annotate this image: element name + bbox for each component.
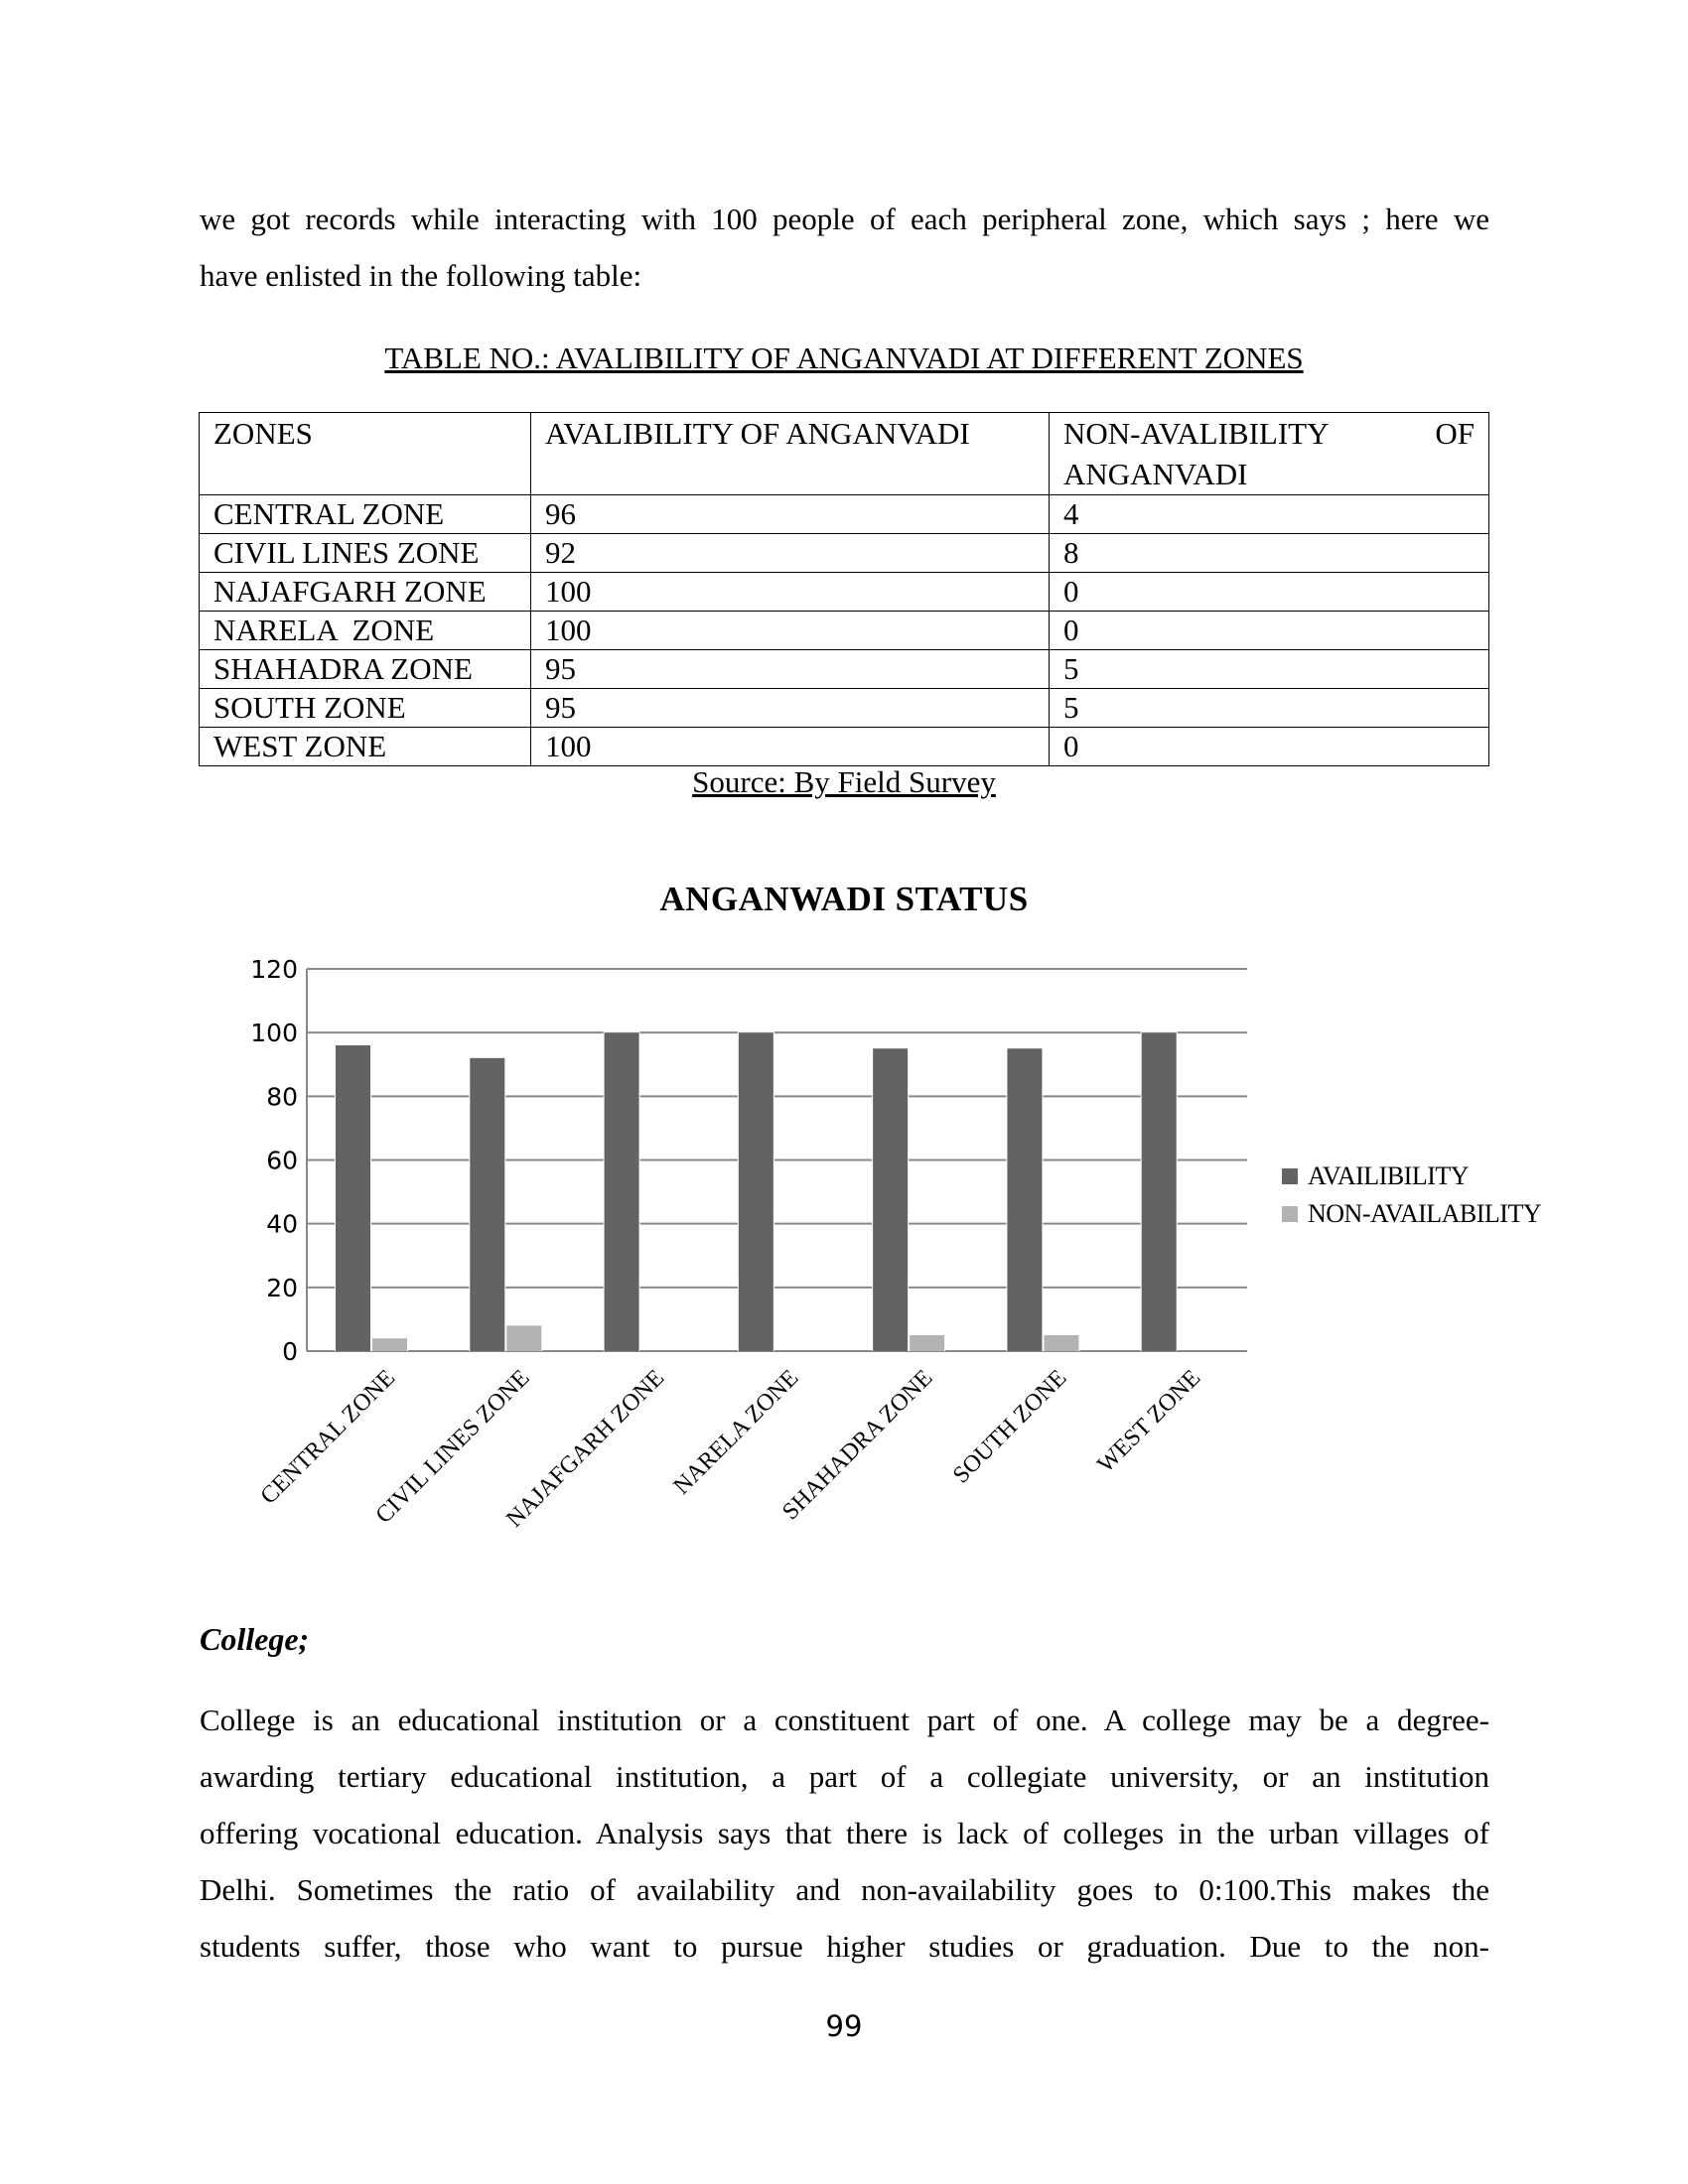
x-tick-label: NARELA ZONE (668, 1365, 803, 1500)
paragraph-line-2: awarding tertiary educational institution, a part of a collegiate university, or an institution (200, 1759, 1489, 1794)
x-tick-label: SHAHADRA ZONE (776, 1365, 938, 1526)
cell-availability: 95 (531, 650, 1050, 689)
table-source: Source: By Field Survey (692, 764, 996, 799)
bar-availability (873, 1048, 908, 1351)
paragraph-line-4: Delhi. Sometimes the ratio of availability and non-availability goes to 0:100.This makes the (200, 1872, 1489, 1907)
x-tick-label: NAJAFGARH ZONE (500, 1365, 669, 1533)
cell-availability: 92 (531, 534, 1050, 573)
cell-non-availability: 4 (1050, 495, 1489, 534)
cell-zone: CIVIL LINES ZONE (200, 534, 531, 573)
legend-item-non-availability (1282, 1199, 1541, 1229)
header-non-availability-part1: NON-AVALIBILITY (1063, 416, 1330, 451)
y-tick-label: 100 (250, 1019, 298, 1048)
bar-availability (1007, 1048, 1042, 1351)
x-tick-label: CIVIL LINES ZONE (370, 1365, 535, 1529)
x-tick-label: WEST ZONE (1092, 1365, 1206, 1478)
paragraph-line-5: students suffer, those who want to pursue higher studies or graduation. Due to the non- (200, 1929, 1489, 1964)
header-non-availability-part3: ANGANVADI (1063, 457, 1248, 491)
cell-non-availability: 0 (1050, 573, 1489, 612)
cell-availability: 100 (531, 573, 1050, 612)
legend-swatch-dark-icon (1282, 1168, 1298, 1184)
y-tick-label: 20 (266, 1273, 298, 1302)
table-caption: TABLE NO.: AVALIBILITY OF ANGANVADI AT DIFFERENT ZONES (384, 341, 1304, 375)
header-availability: AVALIBILITY OF ANGANVADI (531, 413, 1050, 495)
bar-non-availability (372, 1338, 407, 1351)
y-tick-label: 120 (250, 955, 298, 984)
header-zones: ZONES (200, 413, 531, 495)
chart-y-axis-ticks (250, 955, 298, 1366)
cell-zone: SOUTH ZONE (200, 689, 531, 728)
intro-line-1: we got records while interacting with 100 people of each peripheral zone, which says ; here we (200, 202, 1489, 236)
x-tick-label: SOUTH ZONE (948, 1365, 1072, 1489)
cell-non-availability: 0 (1050, 728, 1489, 766)
cell-zone: NARELA ZONE (200, 612, 531, 650)
paragraph-line-1: College is an educational institution or a constituent part of one. A college may be a degree- (200, 1703, 1489, 1737)
legend-swatch-light-icon (1282, 1206, 1298, 1222)
y-tick-label: 40 (266, 1209, 298, 1239)
x-tick-label: CENTRAL ZONE (255, 1365, 401, 1510)
legend-label: NON-AVAILABILITY (1308, 1199, 1542, 1228)
page-number: 99 (825, 2009, 863, 2043)
cell-zone: CENTRAL ZONE (200, 495, 531, 534)
cell-availability: 100 (531, 728, 1050, 766)
bar-availability (739, 1032, 774, 1351)
cell-non-availability: 5 (1050, 650, 1489, 689)
cell-zone: WEST ZONE (200, 728, 531, 766)
chart-gridlines (307, 969, 1247, 1351)
cell-availability: 100 (531, 612, 1050, 650)
y-tick-label: 0 (282, 1337, 298, 1366)
cell-availability: 96 (531, 495, 1050, 534)
bar-non-availability (910, 1335, 944, 1351)
y-tick-label: 80 (266, 1082, 298, 1112)
bar-availability (336, 1045, 370, 1351)
chart-bars (335, 1031, 1178, 1351)
bar-availability (605, 1032, 639, 1351)
cell-zone: NAJAFGARH ZONE (200, 573, 531, 612)
bar-non-availability (1044, 1335, 1078, 1351)
cell-non-availability: 8 (1050, 534, 1489, 573)
legend-label: AVAILIBILITY (1308, 1161, 1470, 1190)
section-heading: College; (200, 1621, 310, 1657)
intro-line-2: have enlisted in the following table: (200, 258, 642, 293)
y-tick-label: 60 (266, 1146, 298, 1175)
header-non-availability-part2: OF (1435, 416, 1475, 451)
cell-non-availability: 5 (1050, 689, 1489, 728)
bar-availability (1142, 1032, 1177, 1351)
cell-availability: 95 (531, 689, 1050, 728)
cell-zone: SHAHADRA ZONE (200, 650, 531, 689)
chart-title: ANGANWADI STATUS (659, 880, 1029, 918)
legend-item-availability (1282, 1161, 1469, 1191)
bar-availability (470, 1058, 504, 1351)
paragraph-line-3: offering vocational education. Analysis says that there is lack of colleges in the urban villages of (200, 1816, 1489, 1850)
bar-non-availability (506, 1325, 541, 1351)
cell-non-availability: 0 (1050, 612, 1489, 650)
